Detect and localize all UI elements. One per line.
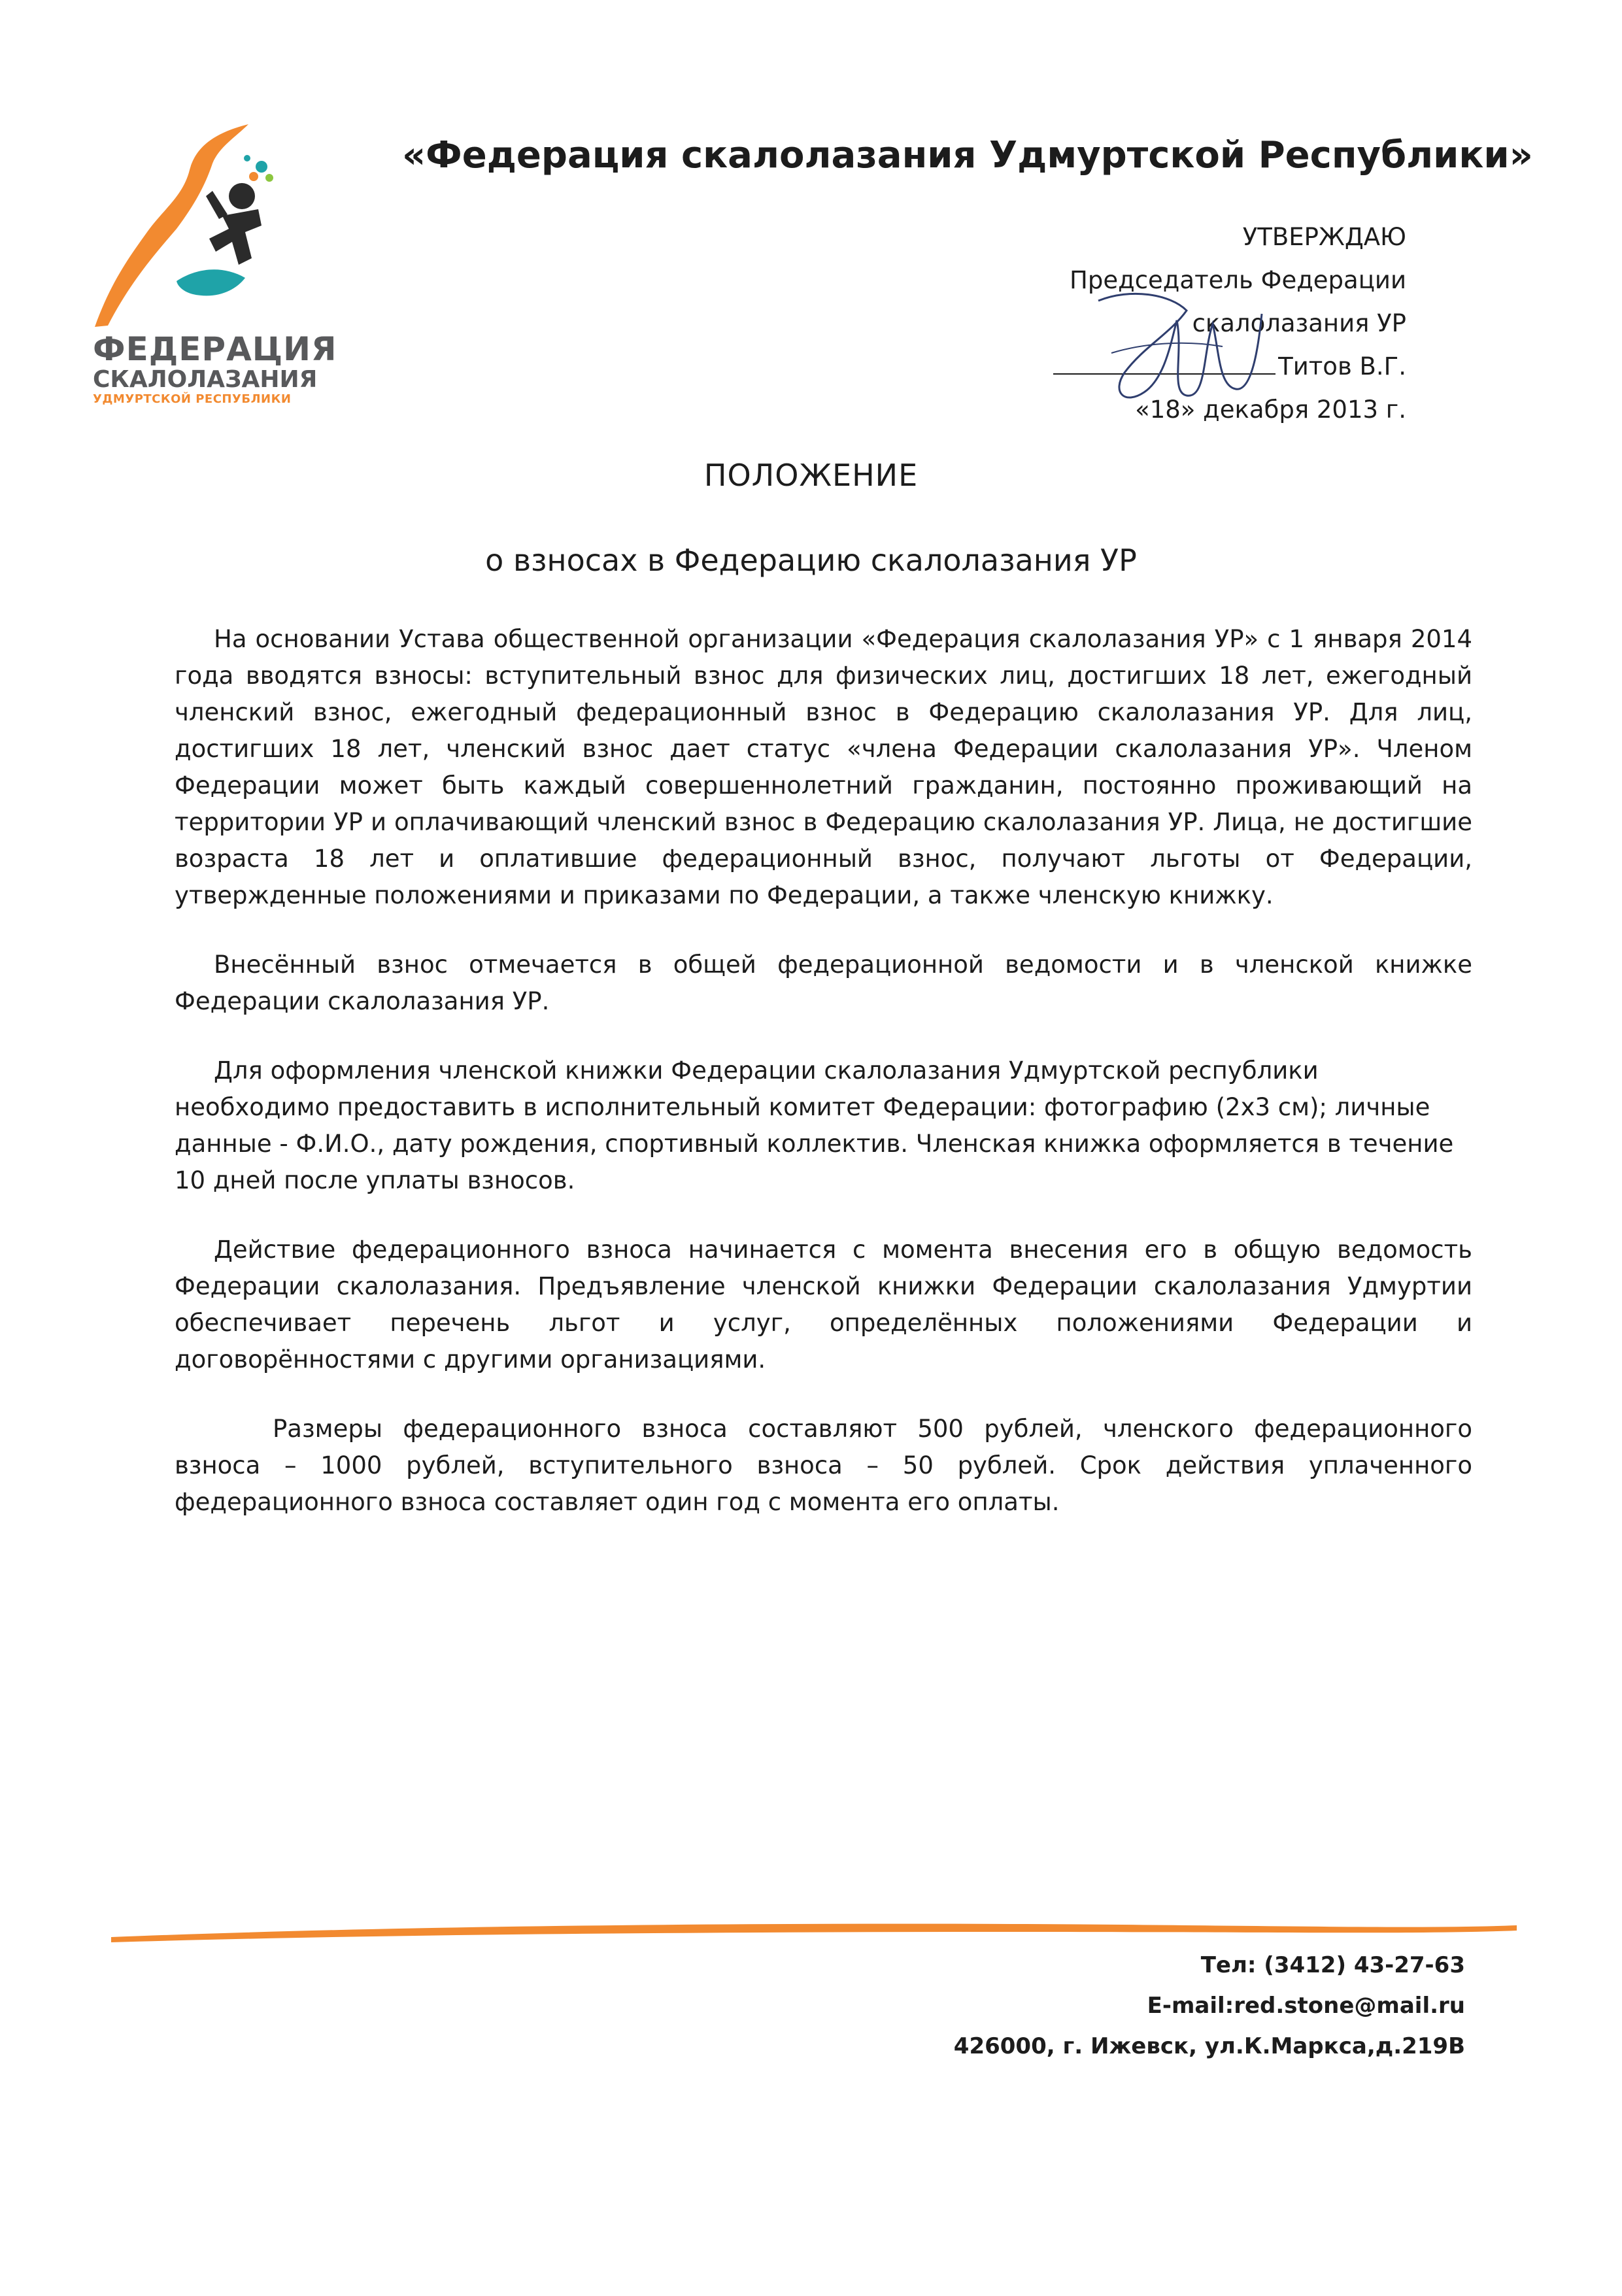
footer-address: 426000, г. Ижевск, ул.К.Маркса,д.219В bbox=[953, 2033, 1465, 2059]
federation-logo bbox=[85, 118, 337, 418]
footer-contacts bbox=[954, 1945, 1465, 2067]
approval-heading: УТВЕРЖДАЮ bbox=[1242, 223, 1406, 251]
footer-phone: Тел: (3412) 43-27-63 bbox=[1200, 1952, 1465, 1978]
approval-position-line2: скалолазания УР bbox=[1192, 309, 1406, 337]
approval-date: «18» декабря 2013 г. bbox=[1135, 396, 1406, 424]
document-subtitle: о взносах в Федерацию скалолазания УР bbox=[485, 543, 1137, 578]
organization-header: «Федерация скалолазания Удмуртской Республики» bbox=[402, 134, 1533, 177]
approver-name: Титов В.Г. bbox=[1278, 352, 1406, 380]
paragraph: Внесённый взнос отмечается в общей федерационной ведомости и в членской книжке Федерации скалолазания УР. bbox=[175, 951, 1472, 1015]
paragraph: Действие федерационного взноса начинается с момента внесения его в общую ведомость Федерации скалолазания. Предъявление членской книжки Федерации скалолазания Удмуртии обеспечивает перечень льгот и услуг, определённых положениями Федерации и договорённостями с другими организациями. bbox=[175, 1236, 1472, 1374]
logo-text-region: УДМУРТСКОЙ РЕСПУБЛИКИ bbox=[93, 392, 292, 406]
paragraph: На основании Устава общественной организации «Федерация скалолазания УР» с 1 января 2014 года вводятся взносы: вступительный взнос для физических лиц, достигших 18 лет, ежегодный членский взнос, ежегодный федерационный взнос в Федерацию скалолазания УР. Для лиц, достигших 18 лет, членский взнос дает статус «члена Федерации скалолазания УР». Членом Федерации может быть каждый совершеннолетний гражданин, постоянно проживающий на территории УР и оплачивающий членский взнос в Федерацию скалолазания УР. Лица, не достигшие возраста 18 лет и оплатившие федерационный взнос, получают льготы от Федерации, утвержденные положениями и приказами по Федерации, а также членскую книжку. bbox=[175, 625, 1472, 909]
climber-logo-icon bbox=[85, 118, 320, 333]
approval-position-line1: Председатель Федерации bbox=[1070, 266, 1406, 294]
logo-text-climbing: СКАЛОЛАЗАНИЯ bbox=[93, 366, 318, 393]
document-title: ПОЛОЖЕНИЕ bbox=[703, 458, 919, 493]
logo-text-federation: ФЕДЕРАЦИЯ bbox=[93, 330, 337, 368]
footer-email[interactable]: E-mail:red.stone@mail.ru bbox=[1147, 1993, 1465, 2019]
paragraph: Размеры федерационного взноса составляют 500 рублей, членского федерационного взноса – 1000 рублей, вступительного взноса – 50 рублей. Срок действия уплаченного федерационного взноса составляет один год с момента его оплаты. bbox=[175, 1415, 1472, 1516]
handwritten-signature bbox=[1072, 275, 1288, 425]
paragraph: Для оформления членской книжки Федерации скалолазания Удмуртской республики необходимо предоставить в исполнительный комитет Федерации: фотографию (2х3 см); личные данные - Ф.И.О., дату рождения, спортивный коллектив. Членская книжка оформляется в течение 10 дней после уплаты взносов. bbox=[175, 1056, 1454, 1194]
document-body bbox=[175, 621, 1472, 1553]
